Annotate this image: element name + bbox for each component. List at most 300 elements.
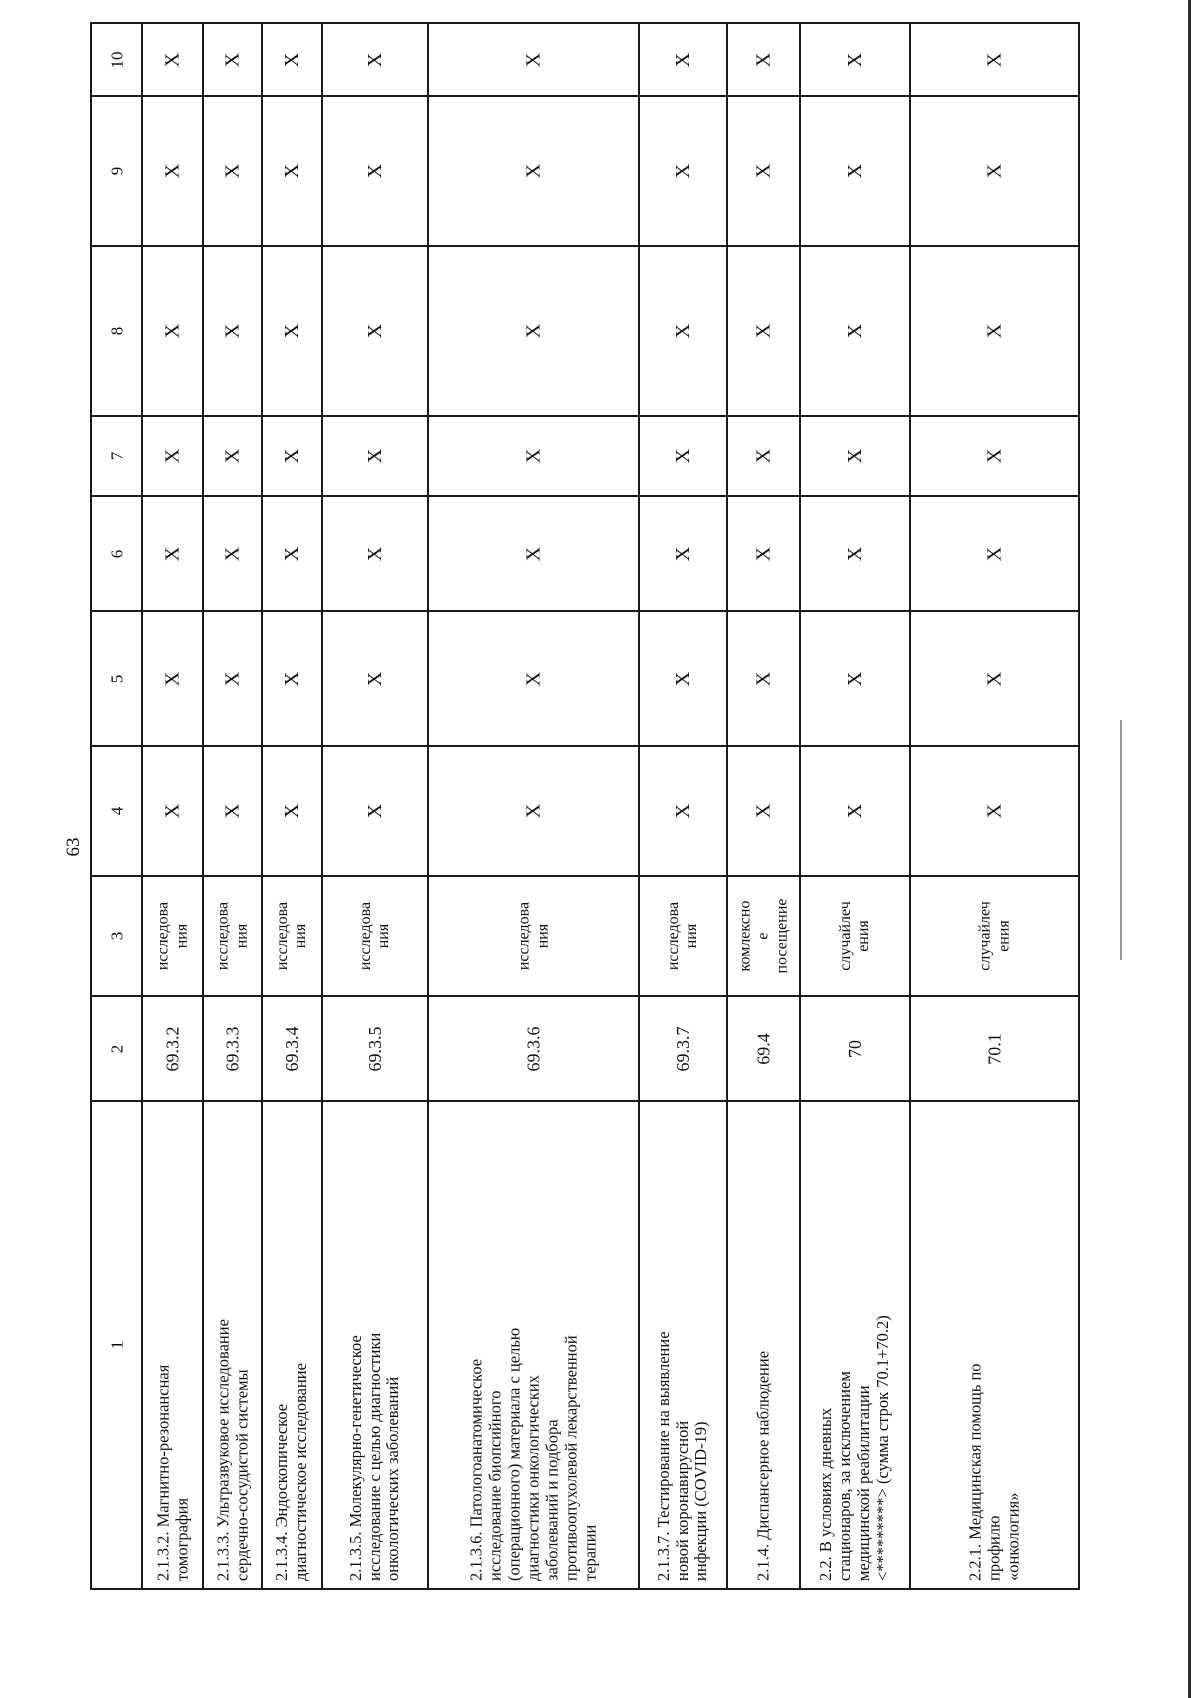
x-mark: X <box>843 546 866 561</box>
table-row <box>909 22 1080 1590</box>
row-unit: исследова ния <box>214 901 250 971</box>
x-mark: X <box>161 803 183 819</box>
column-number: 10 <box>106 51 126 68</box>
table-cell <box>143 1102 202 1590</box>
table-cell <box>263 747 321 877</box>
cell-content <box>428 746 639 876</box>
cell-content <box>428 496 639 611</box>
x-mark: X <box>221 546 243 561</box>
table-cell <box>263 417 321 497</box>
table-header-row <box>90 22 141 1590</box>
x-mark: X <box>221 52 243 67</box>
row-code: 69.3.2 <box>162 1026 183 1071</box>
table-cell <box>204 97 261 247</box>
cell-content <box>909 876 1080 996</box>
cell-content <box>142 246 203 416</box>
x-mark: X <box>161 52 183 67</box>
table-cell <box>323 22 427 97</box>
table-cell <box>801 247 909 417</box>
cell-content <box>428 876 639 996</box>
cell-content <box>428 22 639 97</box>
row-unit: исследова ния <box>664 901 700 971</box>
x-mark: X <box>363 803 386 819</box>
x-mark: X <box>161 671 183 686</box>
table-cell <box>429 97 638 247</box>
table-cell <box>801 22 909 97</box>
cell-content <box>203 746 262 876</box>
row-name: 2.1.3.5. Молекулярно-генетическое исследование с целью диагностики онкологических заболеваний <box>345 1332 403 1581</box>
x-mark: X <box>363 52 386 67</box>
cell-content <box>727 22 800 97</box>
table-cell <box>911 1102 1078 1590</box>
table-cell <box>263 1102 321 1590</box>
cell-content <box>800 246 910 416</box>
cell-content <box>727 876 800 996</box>
cell-content <box>909 996 1080 1101</box>
table-cell <box>429 997 638 1102</box>
table-row <box>427 22 638 1590</box>
x-mark: X <box>280 546 303 561</box>
cell-content <box>727 416 800 496</box>
cell-content <box>322 746 428 876</box>
cell-content <box>203 22 262 97</box>
x-mark: X <box>671 546 694 561</box>
table-cell <box>323 247 427 417</box>
cell-content <box>909 1101 1080 1589</box>
table-cell <box>263 877 321 997</box>
row-unit: исследова ния <box>515 901 551 971</box>
cell-content <box>800 746 910 876</box>
cell-content <box>203 1101 262 1589</box>
cell-content <box>262 496 322 611</box>
cell-content <box>262 246 322 416</box>
cell-content <box>800 876 910 996</box>
table-cell <box>728 1102 799 1590</box>
column-number: 4 <box>106 806 126 816</box>
x-mark: X <box>363 448 386 464</box>
row-code: 69.3.3 <box>222 1026 243 1071</box>
x-mark: X <box>522 803 544 819</box>
table-row <box>141 22 202 1590</box>
row-code: 70 <box>844 1039 865 1058</box>
x-mark: X <box>983 163 1005 179</box>
cell-content <box>262 746 322 876</box>
table-cell <box>263 497 321 612</box>
cell-content <box>909 22 1080 97</box>
cell-content <box>322 96 428 246</box>
cell-content <box>203 416 262 496</box>
table-cell <box>204 747 261 877</box>
row-code: 69.4 <box>753 1032 774 1065</box>
cell-content <box>800 496 910 611</box>
cell-content <box>322 1101 428 1589</box>
table-cell <box>911 417 1078 497</box>
x-mark: X <box>671 671 694 686</box>
cell-content <box>727 1101 800 1589</box>
x-mark: X <box>221 163 243 179</box>
table-cell <box>801 997 909 1102</box>
cell-content <box>203 611 262 746</box>
cell-content <box>142 22 203 97</box>
cell-content <box>91 746 142 876</box>
table-cell <box>204 417 261 497</box>
cell-content <box>262 96 322 246</box>
cell-content <box>909 96 1080 246</box>
column-number: 6 <box>106 549 126 558</box>
cell-content <box>142 996 203 1101</box>
table-cell <box>204 1102 261 1590</box>
table-cell <box>429 417 638 497</box>
x-mark: X <box>843 671 866 686</box>
table-cell <box>204 22 261 97</box>
row-code: 69.3.6 <box>523 1026 544 1071</box>
x-mark: X <box>161 323 183 339</box>
x-mark: X <box>522 323 544 339</box>
cell-content <box>639 22 727 97</box>
header-cell <box>92 247 141 417</box>
table-row <box>202 22 261 1590</box>
table-cell <box>728 97 799 247</box>
column-number: 7 <box>106 451 126 461</box>
cell-content <box>800 611 910 746</box>
table-cell <box>143 612 202 747</box>
cell-content <box>142 96 203 246</box>
cell-content <box>91 496 142 611</box>
cell-content <box>727 746 800 876</box>
cell-content <box>428 996 639 1101</box>
cell-content <box>800 1101 910 1589</box>
cell-content <box>91 96 142 246</box>
table-cell <box>640 1102 726 1590</box>
cell-content <box>800 22 910 97</box>
x-mark: X <box>363 323 386 339</box>
table-cell <box>429 22 638 97</box>
cell-content <box>262 876 322 996</box>
x-mark: X <box>983 546 1005 561</box>
table-cell <box>911 747 1078 877</box>
table-cell <box>640 97 726 247</box>
table-cell <box>640 22 726 97</box>
table-cell <box>323 417 427 497</box>
table-cell <box>429 877 638 997</box>
table-cell <box>801 877 909 997</box>
cell-content <box>909 246 1080 416</box>
row-name: 2.1.3.3. Ультразвуковое исследование сердечно-сосудистой системы <box>212 1319 251 1581</box>
row-name: 2.2.1. Медицинская помощь по профилю «онкология» <box>965 1363 1022 1581</box>
x-mark: X <box>671 448 694 464</box>
row-name: 2.1.4. Диспансерное наблюдение <box>753 1350 773 1581</box>
table-cell <box>429 247 638 417</box>
row-name: 2.1.3.6. Патологоанатомическое исследование биопсийного (операционного) материала с целью диагностики онкологических заболеваний и подбора противоопухолевой лекарственной терапии <box>466 1327 599 1581</box>
x-mark: X <box>522 448 544 464</box>
table-cell <box>728 877 799 997</box>
table-cell <box>911 997 1078 1102</box>
x-mark: X <box>522 546 544 561</box>
cell-content <box>142 876 203 996</box>
x-mark: X <box>280 52 303 67</box>
cell-content <box>91 416 142 496</box>
row-code: 69.3.5 <box>364 1026 385 1071</box>
header-cell <box>92 612 141 747</box>
table-cell <box>143 877 202 997</box>
cell-content <box>639 996 727 1101</box>
cell-content <box>142 746 203 876</box>
table-cell <box>640 247 726 417</box>
table-cell <box>204 612 261 747</box>
table-cell <box>429 497 638 612</box>
cell-content <box>262 1101 322 1589</box>
row-unit: комлексно е посещение <box>735 898 790 974</box>
table-cell <box>143 97 202 247</box>
table-cell <box>204 877 261 997</box>
table-cell <box>911 877 1078 997</box>
table-row <box>261 22 321 1590</box>
cell-content <box>428 1101 639 1589</box>
cell-content <box>800 996 910 1101</box>
table-cell <box>728 747 799 877</box>
table-cell <box>323 997 427 1102</box>
table-cell <box>323 1102 427 1590</box>
cell-content <box>322 996 428 1101</box>
row-name: 2.1.3.2. Магнитно-резонансная томография <box>152 1364 191 1581</box>
cell-content <box>639 746 727 876</box>
cell-content <box>91 1101 142 1589</box>
row-code: 70.1 <box>984 1032 1005 1065</box>
cell-content <box>91 876 142 996</box>
x-mark: X <box>280 163 303 179</box>
cell-content <box>639 1101 727 1589</box>
x-mark: X <box>752 803 774 819</box>
x-mark: X <box>363 163 386 179</box>
x-mark: X <box>752 546 774 561</box>
table-cell <box>204 497 261 612</box>
data-table <box>90 22 1080 1590</box>
cell-content <box>727 496 800 611</box>
x-mark: X <box>671 163 694 179</box>
table-cell <box>801 497 909 612</box>
cell-content <box>639 246 727 416</box>
table-cell <box>640 997 726 1102</box>
table-row <box>726 22 799 1590</box>
table-row <box>321 22 427 1590</box>
table-cell <box>263 997 321 1102</box>
cell-content <box>909 496 1080 611</box>
cell-content <box>428 611 639 746</box>
cell-content <box>727 246 800 416</box>
cell-content <box>203 876 262 996</box>
cell-content <box>639 876 727 996</box>
header-cell <box>92 97 141 247</box>
row-code: 69.3.4 <box>281 1026 302 1071</box>
x-mark: X <box>671 52 694 67</box>
table-cell <box>728 417 799 497</box>
x-mark: X <box>221 671 243 686</box>
cell-content <box>262 22 322 97</box>
cell-content <box>91 611 142 746</box>
scan-artifact-line <box>1120 720 1122 960</box>
cell-content <box>322 416 428 496</box>
row-name: 2.2. В условиях дневных стационаров, за исключением медицинской реабилитации <*********> (сумма строк 70.1+70.2) <box>816 1315 892 1581</box>
table-cell <box>143 747 202 877</box>
table-cell <box>263 612 321 747</box>
table-cell <box>801 97 909 247</box>
table-cell <box>801 612 909 747</box>
table-cell <box>640 497 726 612</box>
x-mark: X <box>983 671 1005 686</box>
row-unit: исследова ния <box>273 901 309 971</box>
x-mark: X <box>671 323 694 339</box>
x-mark: X <box>843 52 866 67</box>
x-mark: X <box>752 52 774 67</box>
cell-content <box>91 246 142 416</box>
table-cell <box>429 1102 638 1590</box>
x-mark: X <box>522 52 544 67</box>
header-cell <box>92 997 141 1102</box>
x-mark: X <box>752 323 774 339</box>
cell-content <box>639 96 727 246</box>
table-cell <box>204 247 261 417</box>
table-cell <box>323 612 427 747</box>
table-cell <box>911 612 1078 747</box>
table-cell <box>640 747 726 877</box>
x-mark: X <box>843 163 866 179</box>
x-mark: X <box>161 163 183 179</box>
cell-content <box>322 496 428 611</box>
table-cell <box>640 877 726 997</box>
table-cell <box>728 997 799 1102</box>
table-cell <box>640 417 726 497</box>
table-cell <box>143 22 202 97</box>
table-cell <box>323 877 427 997</box>
table-cell <box>728 22 799 97</box>
cell-content <box>142 611 203 746</box>
table-row <box>638 22 726 1590</box>
cell-content <box>203 496 262 611</box>
table-cell <box>263 22 321 97</box>
page-edge-shadow <box>1188 0 1191 1698</box>
cell-content <box>428 246 639 416</box>
table-cell <box>728 612 799 747</box>
x-mark: X <box>983 52 1005 67</box>
cell-content <box>428 96 639 246</box>
x-mark: X <box>843 803 866 819</box>
column-number: 2 <box>106 1044 126 1053</box>
row-unit: исследова ния <box>154 901 190 971</box>
header-cell <box>92 417 141 497</box>
row-unit: случайлеч ения <box>836 901 872 971</box>
cell-content <box>727 996 800 1101</box>
table-cell <box>429 747 638 877</box>
x-mark: X <box>522 671 544 686</box>
header-cell <box>92 877 141 997</box>
table-row <box>799 22 909 1590</box>
x-mark: X <box>522 163 544 179</box>
table-cell <box>204 997 261 1102</box>
x-mark: X <box>752 448 774 464</box>
cell-content <box>639 496 727 611</box>
column-number: 8 <box>106 326 126 336</box>
x-mark: X <box>983 803 1005 819</box>
x-mark: X <box>280 671 303 686</box>
column-number: 1 <box>106 1340 126 1350</box>
table-cell <box>143 247 202 417</box>
cell-content <box>909 611 1080 746</box>
cell-content <box>800 96 910 246</box>
table-cell <box>911 497 1078 612</box>
page-number: 63 <box>63 837 84 857</box>
cell-content <box>639 611 727 746</box>
x-mark: X <box>280 803 303 819</box>
cell-content <box>203 246 262 416</box>
column-number: 9 <box>106 166 126 176</box>
header-cell <box>92 22 141 97</box>
table-cell <box>911 247 1078 417</box>
cell-content <box>262 996 322 1101</box>
table-cell <box>323 97 427 247</box>
cell-content <box>909 746 1080 876</box>
column-number: 3 <box>106 931 126 941</box>
x-mark: X <box>363 671 386 686</box>
table-cell <box>323 747 427 877</box>
x-mark: X <box>161 546 183 561</box>
cell-content <box>91 22 142 97</box>
table-cell <box>429 612 638 747</box>
cell-content <box>322 876 428 996</box>
x-mark: X <box>983 448 1005 464</box>
table-cell <box>143 997 202 1102</box>
table-cell <box>911 22 1078 97</box>
header-cell <box>92 1102 141 1590</box>
x-mark: X <box>752 671 774 686</box>
table-cell <box>728 497 799 612</box>
table-cell <box>801 747 909 877</box>
cell-content <box>142 1101 203 1589</box>
x-mark: X <box>983 323 1005 339</box>
cell-content <box>322 611 428 746</box>
x-mark: X <box>280 448 303 464</box>
table-cell <box>640 612 726 747</box>
table-cell <box>801 417 909 497</box>
x-mark: X <box>843 323 866 339</box>
x-mark: X <box>843 448 866 464</box>
table-cell <box>911 97 1078 247</box>
x-mark: X <box>221 448 243 464</box>
cell-content <box>727 611 800 746</box>
table-cell <box>143 417 202 497</box>
x-mark: X <box>221 323 243 339</box>
cell-content <box>639 416 727 496</box>
column-number: 5 <box>106 674 126 683</box>
cell-content <box>203 96 262 246</box>
cell-content <box>262 416 322 496</box>
cell-content <box>91 996 142 1101</box>
table-cell <box>323 497 427 612</box>
table-cell <box>801 1102 909 1590</box>
row-unit: случайлеч ения <box>976 901 1012 971</box>
x-mark: X <box>161 448 183 464</box>
cell-content <box>322 22 428 97</box>
cell-content <box>142 416 203 496</box>
row-unit: исследова ния <box>356 901 392 971</box>
header-cell <box>92 747 141 877</box>
header-cell <box>92 497 141 612</box>
row-name: 2.1.3.4. Эндоскопическое диагностическое исследование <box>272 1363 310 1581</box>
row-name: 2.1.3.7. Тестирование на выявление новой коронавирусной инфекции (COVID-19) <box>653 1331 711 1581</box>
cell-content <box>909 416 1080 496</box>
row-code: 69.3.7 <box>672 1026 693 1071</box>
cell-content <box>203 996 262 1101</box>
table-cell <box>728 247 799 417</box>
